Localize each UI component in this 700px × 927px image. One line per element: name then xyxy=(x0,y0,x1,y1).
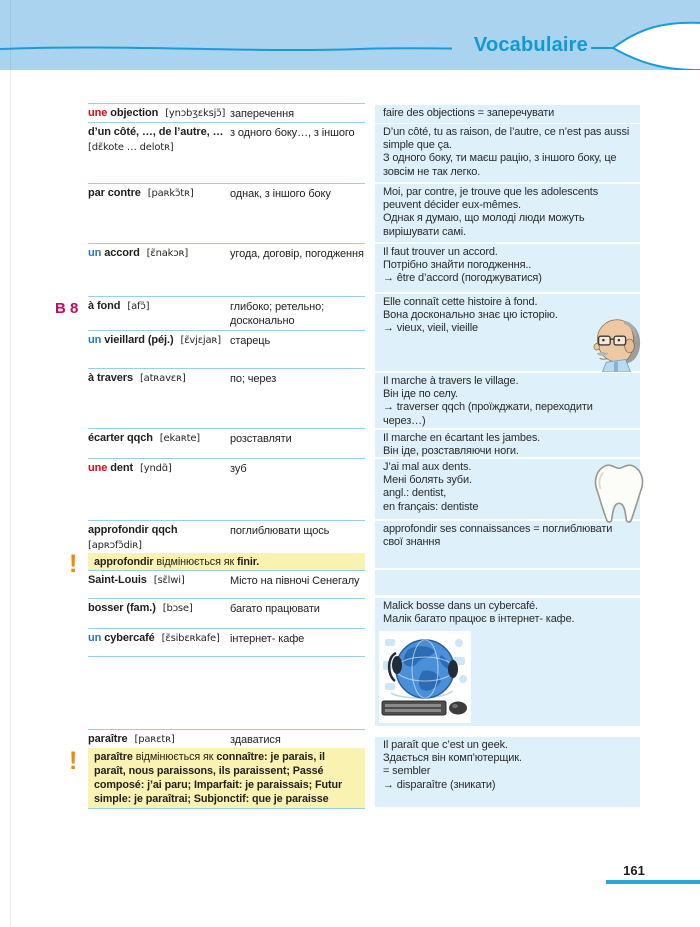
vocab-row-bosser xyxy=(88,598,365,615)
vocab-translation: старець xyxy=(230,335,271,347)
vocab-row-saint-louis xyxy=(88,570,365,587)
vocab-term: écarter qqch [ekaʀte] xyxy=(88,432,201,444)
vocab-translation: по; через xyxy=(230,373,277,385)
vocab-translation: однак, з іншого боку xyxy=(230,188,331,200)
vocab-translation: поглиблювати щось xyxy=(230,525,330,537)
tooth-icon xyxy=(590,460,648,526)
ipa-transcription: [ɛ̃vjɛjaʀ] xyxy=(180,335,221,346)
example-block-cybercafe: Malick bosse dans un cybercafé. Малік багато працює в інтернет- кафе. xyxy=(375,598,640,726)
ipa-transcription: [paʀkɔ̃tʀ] xyxy=(147,188,194,199)
article-feminine: une xyxy=(88,107,108,119)
article-masculine: un xyxy=(88,632,102,644)
vocab-term: un cybercafé [ɛ̃sibɛʀkafe] xyxy=(88,632,220,644)
page-gutter-line xyxy=(10,0,11,927)
vocab-translation: здаватися xyxy=(230,734,281,746)
vocab-row-par-contre xyxy=(88,183,365,200)
grammar-note-paraitre: paraître відмінюється як connaître: je parais, il paraît, nous paraissons, ils paraissent; Passé composé: j’ai paru; Imparfait: je paraissais; Futur simple: je paraîtrai; Subjonctif: que je paraisse xyxy=(88,748,365,809)
example-block-dun-cote: D’un côté, tu as raison, de l’autre, ce n’est pas aussi simple que ça. З одного боку, ти маєш рацію, з іншого боку, це зовсім не так легко. xyxy=(375,124,640,182)
vocab-row-objection xyxy=(88,103,365,120)
vocab-term: par contre [paʀkɔ̃tʀ] xyxy=(88,187,194,199)
ipa-transcription: [ekaʀte] xyxy=(159,433,201,444)
exclamation-icon: ! xyxy=(69,747,78,775)
ipa-transcription: [paʀɛtʀ] xyxy=(134,734,175,745)
vocab-term: Saint-Louis [sɛ̃lwi] xyxy=(88,574,185,586)
vocab-term: bosser (fam.) [bɔse] xyxy=(88,602,193,614)
vocab-row-a-fond xyxy=(55,296,365,327)
ipa-transcription: [ɛ̃nakɔʀ] xyxy=(146,248,189,259)
example-block-ecarter: Il marche en écartant les jambes. Він іде, розставляючи ноги. xyxy=(375,430,640,457)
header-band xyxy=(0,0,700,70)
page-number: 161 xyxy=(623,863,645,878)
ipa-transcription: [sɛ̃lwi] xyxy=(153,575,185,586)
example-block-a-travers: Il marche à travers le village. Він іде по селу. → traverser qqch (проїжджати, переходити через…) xyxy=(375,373,640,428)
vocab-translation: багато працювати xyxy=(230,603,320,615)
vocab-row-approfondir xyxy=(88,520,365,551)
example-block-objection: faire des objections = заперечувати xyxy=(375,105,640,123)
ipa-transcription: [yndɑ̃] xyxy=(140,463,172,474)
page-title: Vocabulaire xyxy=(473,34,588,56)
vocab-translation: угода, договір, погодження xyxy=(230,248,364,260)
vocab-term: une dent [yndɑ̃] xyxy=(88,462,172,474)
article-masculine: un xyxy=(88,334,102,346)
example-block-dent: J’ai mal aux dents. Мені болять зуби. angl.: dentist, en français: dentiste xyxy=(375,459,640,519)
vocab-term: d’un côté, …, de l’autre, … [dɛ̃kote … delotʀ] xyxy=(88,126,236,154)
ipa-transcription: [dɛ̃kote … delotʀ] xyxy=(88,141,174,153)
ipa-transcription: [bɔse] xyxy=(162,603,193,614)
example-block-paraitre: Il paraît que c’est un geek. Здається він комп’ютерщик. = sembler → disparaître (зникати) xyxy=(375,737,640,807)
vocab-row-accord xyxy=(88,243,365,260)
vocab-row-dent xyxy=(88,458,365,475)
ipa-transcription: [afɔ̃] xyxy=(127,301,150,312)
grammar-note-approfondir: approfondir відмінюється як finir. xyxy=(88,553,365,570)
lens-shape xyxy=(613,23,700,70)
example-block-empty xyxy=(375,570,640,595)
example-block-par-contre: Moi, par contre, je trouve que les adolescents peuvent décider eux-mêmes. Однак я думаю, що молоді люди можуть вирішувати самі. xyxy=(375,184,640,242)
vocab-translation: інтернет- кафе xyxy=(230,633,305,645)
cybercafe-icon xyxy=(379,631,471,723)
vocab-term: à fond [afɔ̃] xyxy=(88,300,150,312)
vocab-row-a-travers xyxy=(88,368,365,385)
vocab-term: approfondir qqch [apʀɔfɔ̃diʀ] xyxy=(88,524,236,552)
ipa-transcription: [apʀɔfɔ̃diʀ] xyxy=(88,539,142,551)
vocab-row-paraitre xyxy=(88,729,365,746)
vocab-translation: зуб xyxy=(230,463,247,475)
vocab-term: un accord [ɛ̃nakɔʀ] xyxy=(88,247,189,259)
section-marker-b8: B 8 xyxy=(55,300,79,317)
article-masculine: un xyxy=(88,247,102,259)
header-decoration xyxy=(0,0,700,70)
vocab-term: un vieillard (péj.) [ɛ̃vjɛjaʀ] xyxy=(88,334,221,346)
ipa-transcription: [atʀavɛʀ] xyxy=(139,373,186,384)
vocab-translation: глибоко; ретельно; досконально xyxy=(230,301,325,327)
exclamation-icon: ! xyxy=(69,550,78,578)
example-block-approfondir: approfondir ses connaissances = поглиблювати свої знання xyxy=(375,521,640,568)
example-block-accord: Il faut trouver un accord. Потрібно знайти погодження.. → être d’accord (погоджуватися) xyxy=(375,244,640,292)
vocab-row-cybercafe xyxy=(88,628,365,645)
ipa-transcription: [ɛ̃sibɛʀkafe] xyxy=(161,633,220,644)
vocab-row-vieillard xyxy=(88,330,365,347)
footer-rule xyxy=(606,880,700,884)
divider-rule xyxy=(88,656,365,657)
vocab-row-dun-cote xyxy=(88,122,365,153)
article-feminine: une xyxy=(88,462,108,474)
old-man-icon xyxy=(586,314,644,372)
vocab-row-ecarter xyxy=(88,428,365,445)
vocab-translation: з одного боку…, з іншого xyxy=(230,127,355,139)
vocab-translation: заперечення xyxy=(230,108,294,120)
vocab-translation: розставляти xyxy=(230,433,292,445)
vocab-translation: Місто на півночі Сенегалу xyxy=(230,575,360,587)
vocab-term: paraître [paʀɛtʀ] xyxy=(88,733,175,745)
ipa-transcription: [ynɔbʒɛksjɔ̃] xyxy=(165,108,226,119)
vocab-term: une objection [ynɔbʒɛksjɔ̃] xyxy=(88,107,226,119)
example-block-a-fond: Elle connaît cette histoire à fond. Вона досконально знає цю історію. → vieux, vieil, vieille xyxy=(375,294,640,371)
vocab-term: à travers [atʀavɛʀ] xyxy=(88,372,186,384)
